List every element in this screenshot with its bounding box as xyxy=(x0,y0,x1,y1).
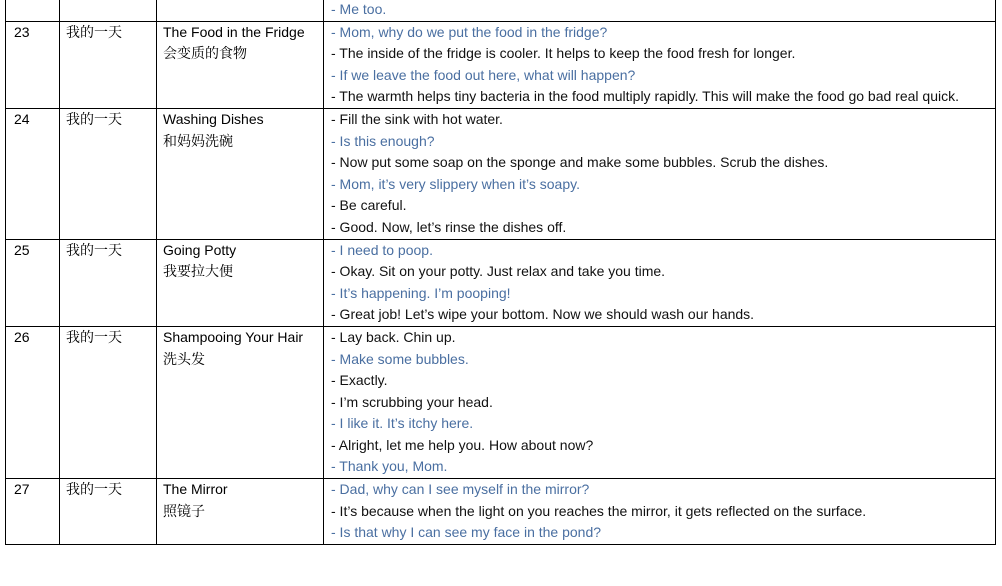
table-row xyxy=(6,108,996,239)
title-english: The Food in the Fridge xyxy=(163,23,305,40)
title-chinese: 和妈妈洗碗 xyxy=(163,132,233,149)
row-title xyxy=(157,239,324,326)
parent-line: - Exactly. xyxy=(331,372,388,389)
child-line: - Mom, why do we put the food in the fridge? xyxy=(331,23,608,40)
table-row xyxy=(6,479,996,545)
dialogue-cell xyxy=(324,479,996,545)
parent-line: - Be careful. xyxy=(331,197,407,214)
parent-line: - Alright, let me help you. How about now? xyxy=(331,436,594,453)
child-line: - Make some bubbles. xyxy=(331,350,469,367)
child-line: - Is this enough? xyxy=(331,132,435,149)
parent-line: - Lay back. Chin up. xyxy=(331,328,456,345)
dialogue-cell xyxy=(324,326,996,478)
row-title xyxy=(157,21,324,108)
child-line: - If we leave the food out here, what will happen? xyxy=(331,66,636,83)
parent-line: - Great job! Let’s wipe your bottom. Now we should wash our hands. xyxy=(331,306,755,323)
row-title xyxy=(157,326,324,478)
child-line: - Me too. xyxy=(331,1,387,17)
parent-line: - Fill the sink with hot water. xyxy=(331,110,503,127)
row-category xyxy=(60,0,157,21)
title-chinese: 我要拉大便 xyxy=(163,263,233,280)
row-category: 我的一天 xyxy=(60,108,157,239)
row-number: 26 xyxy=(6,326,60,478)
parent-line: - Now put some soap on the sponge and make some bubbles. Scrub the dishes. xyxy=(331,154,829,171)
row-category: 我的一天 xyxy=(60,326,157,478)
child-line: - I like it. It’s itchy here. xyxy=(331,415,474,432)
title-chinese: 照镜子 xyxy=(163,502,205,519)
dialogue-cell xyxy=(324,108,996,239)
row-title xyxy=(157,108,324,239)
title-chinese: 会变质的食物 xyxy=(163,45,247,62)
parent-line: - Okay. Sit on your potty. Just relax and take you time. xyxy=(331,263,666,280)
child-line: - I need to poop. xyxy=(331,241,433,258)
child-line: - Thank you, Mom. xyxy=(331,458,448,475)
row-number: 23 xyxy=(6,21,60,108)
child-line: - Is that why I can see my face in the pond? xyxy=(331,524,602,541)
row-number: 24 xyxy=(6,108,60,239)
title-english: Shampooing Your Hair xyxy=(163,328,304,345)
child-line: - It’s happening. I’m pooping! xyxy=(331,284,511,301)
table-row xyxy=(6,239,996,326)
title-english: Going Potty xyxy=(163,241,237,258)
parent-line: - It’s because when the light on you reaches the mirror, it gets reflected on the surface. xyxy=(331,502,867,519)
row-number: 27 xyxy=(6,479,60,545)
table-body xyxy=(6,0,996,544)
table-row xyxy=(6,21,996,108)
row-number: 25 xyxy=(6,239,60,326)
dialogue-cell xyxy=(324,21,996,108)
parent-line: - The warmth helps tiny bacteria in the food multiply rapidly. This will make the food go bad real quick. xyxy=(331,88,959,105)
title-english: The Mirror xyxy=(163,481,228,498)
parent-line: - I’m scrubbing your head. xyxy=(331,393,493,410)
dialogue-table xyxy=(5,0,996,545)
child-line: - Dad, why can I see myself in the mirror? xyxy=(331,481,590,498)
title-chinese: 洗头发 xyxy=(163,350,205,367)
title-english: Washing Dishes xyxy=(163,110,264,127)
table-row xyxy=(6,326,996,478)
row-number xyxy=(6,0,60,21)
row-title xyxy=(157,0,324,21)
parent-line: - The inside of the fridge is cooler. It helps to keep the food fresh for longer. xyxy=(331,45,796,62)
row-category: 我的一天 xyxy=(60,479,157,545)
row-category: 我的一天 xyxy=(60,21,157,108)
table-row xyxy=(6,0,996,21)
parent-line: - Good. Now, let’s rinse the dishes off. xyxy=(331,218,567,235)
dialogue-cell xyxy=(324,0,996,21)
child-line: - Mom, it’s very slippery when it’s soapy. xyxy=(331,175,580,192)
row-title xyxy=(157,479,324,545)
row-category: 我的一天 xyxy=(60,239,157,326)
dialogue-cell xyxy=(324,239,996,326)
